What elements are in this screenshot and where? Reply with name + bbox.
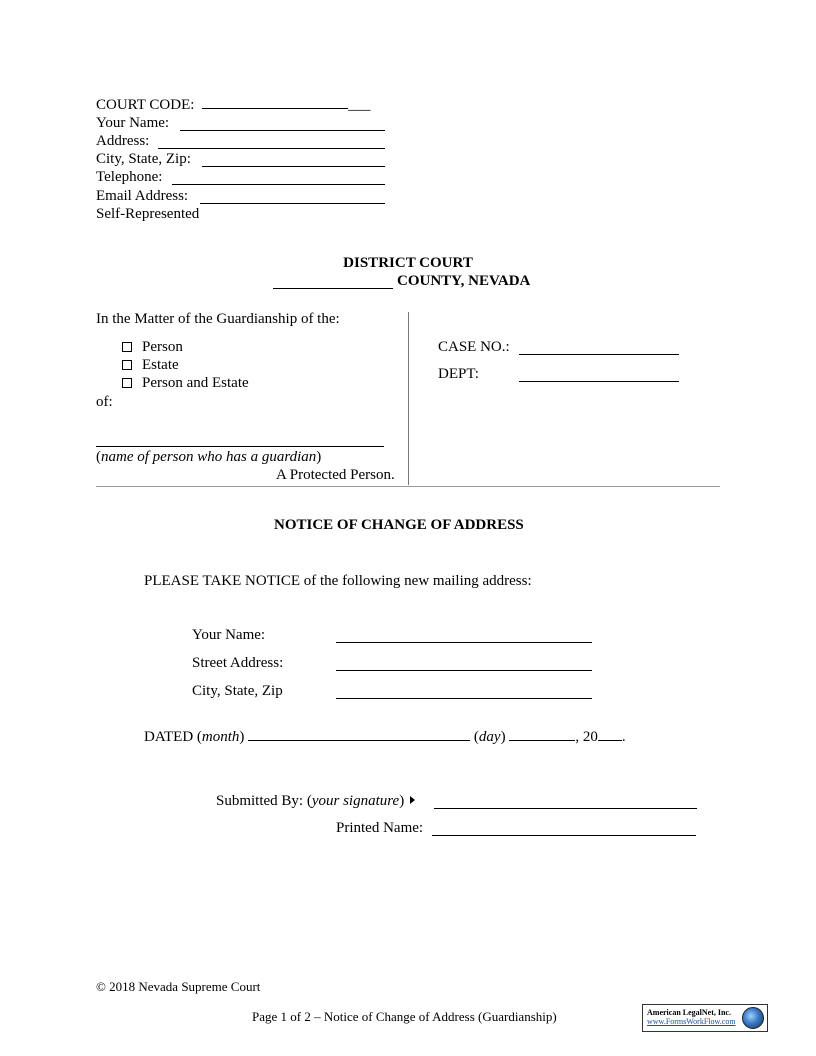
- new-street-address-label: Street Address:: [192, 655, 284, 671]
- of-label: of:: [96, 394, 113, 410]
- new-your-name-label: Your Name:: [192, 627, 266, 643]
- year-prefix: , 20: [575, 729, 598, 745]
- notice-title: NOTICE OF CHANGE OF ADDRESS: [274, 517, 524, 533]
- county-label: COUNTY, NEVADA: [397, 273, 531, 289]
- option-person-and-estate-label: Person and Estate: [142, 375, 249, 391]
- printed-name-label: Printed Name:: [336, 820, 424, 836]
- checkbox-person[interactable]: [122, 342, 132, 352]
- year-suffix: .: [621, 729, 626, 745]
- telephone-label: Telephone:: [96, 169, 163, 185]
- option-person-label: Person: [142, 339, 183, 355]
- day-note: day: [478, 729, 501, 745]
- year-field[interactable]: [598, 728, 622, 741]
- case-no-label: CASE NO.:: [438, 339, 510, 355]
- new-street-address-field[interactable]: [336, 670, 592, 671]
- new-city-state-zip-field[interactable]: [336, 698, 592, 699]
- your-name-label: Your Name:: [96, 115, 170, 131]
- dated-label: DATED: [144, 729, 194, 745]
- american-legalnet-logo[interactable]: [642, 1004, 768, 1032]
- court-code-row: [96, 96, 371, 114]
- telephone-field[interactable]: [172, 184, 385, 185]
- pointer-arrow-icon: [410, 796, 415, 804]
- signature-field[interactable]: [434, 808, 697, 809]
- option-estate[interactable]: [122, 356, 179, 374]
- notice-intro: PLEASE TAKE NOTICE of the following new mailing address:: [144, 573, 532, 589]
- case-no-field[interactable]: [519, 354, 679, 355]
- checkbox-person-and-estate[interactable]: [122, 378, 132, 388]
- city-state-zip-label: City, State, Zip:: [96, 151, 191, 167]
- dept-label: DEPT:: [438, 366, 479, 382]
- your-signature-note: your signature: [311, 793, 400, 809]
- logo-line2: www.FormsWorkFlow.com: [647, 1017, 736, 1026]
- matter-intro: In the Matter of the Guardianship of the:: [96, 311, 340, 327]
- court-code-field[interactable]: [202, 96, 348, 109]
- page-footer: Page 1 of 2 – Notice of Change of Address (Guardianship): [252, 1009, 557, 1024]
- submitted-by-row: Submitted By: (your signature): [216, 792, 421, 810]
- option-person[interactable]: [122, 338, 183, 356]
- name-note-close: ): [316, 449, 322, 465]
- submitted-by-label: Submitted By:: [216, 793, 304, 809]
- name-note-open: (: [96, 449, 101, 465]
- printed-name-field[interactable]: [432, 835, 696, 836]
- caption-divider-horizontal: [96, 486, 720, 487]
- city-state-zip-field[interactable]: [202, 166, 385, 167]
- dated-row: DATED (month) (day) , 20 .: [144, 729, 626, 745]
- email-label: Email Address:: [96, 188, 189, 204]
- logo-line1: American LegalNet, Inc.: [647, 1008, 731, 1017]
- globe-icon: [742, 1007, 764, 1029]
- email-field[interactable]: [200, 203, 385, 204]
- your-name-field[interactable]: [180, 130, 385, 131]
- checkbox-estate[interactable]: [122, 360, 132, 370]
- protected-person-name-field[interactable]: [96, 446, 384, 447]
- option-estate-label: Estate: [142, 357, 179, 373]
- court-title: DISTRICT COURT: [343, 255, 473, 271]
- court-code-tail: ___: [348, 97, 371, 113]
- day-field[interactable]: [509, 728, 575, 741]
- caption-divider-vertical: [408, 312, 409, 485]
- address-label: Address:: [96, 133, 150, 149]
- month-field[interactable]: [248, 728, 470, 741]
- dept-field[interactable]: [519, 381, 679, 382]
- copyright: © 2018 Nevada Supreme Court: [96, 979, 261, 994]
- name-note-text: name of person who has a guardian: [101, 449, 317, 465]
- court-code-label: COURT CODE:: [96, 97, 195, 113]
- name-note: [96, 448, 321, 466]
- county-field[interactable]: [273, 288, 393, 289]
- month-note: month: [201, 729, 240, 745]
- protected-person-label: A Protected Person.: [276, 467, 395, 483]
- self-represented-label: Self-Represented: [96, 206, 200, 222]
- option-person-and-estate[interactable]: [122, 374, 249, 392]
- address-field[interactable]: [158, 148, 385, 149]
- new-your-name-field[interactable]: [336, 642, 592, 643]
- new-city-state-zip-label: City, State, Zip: [192, 683, 283, 699]
